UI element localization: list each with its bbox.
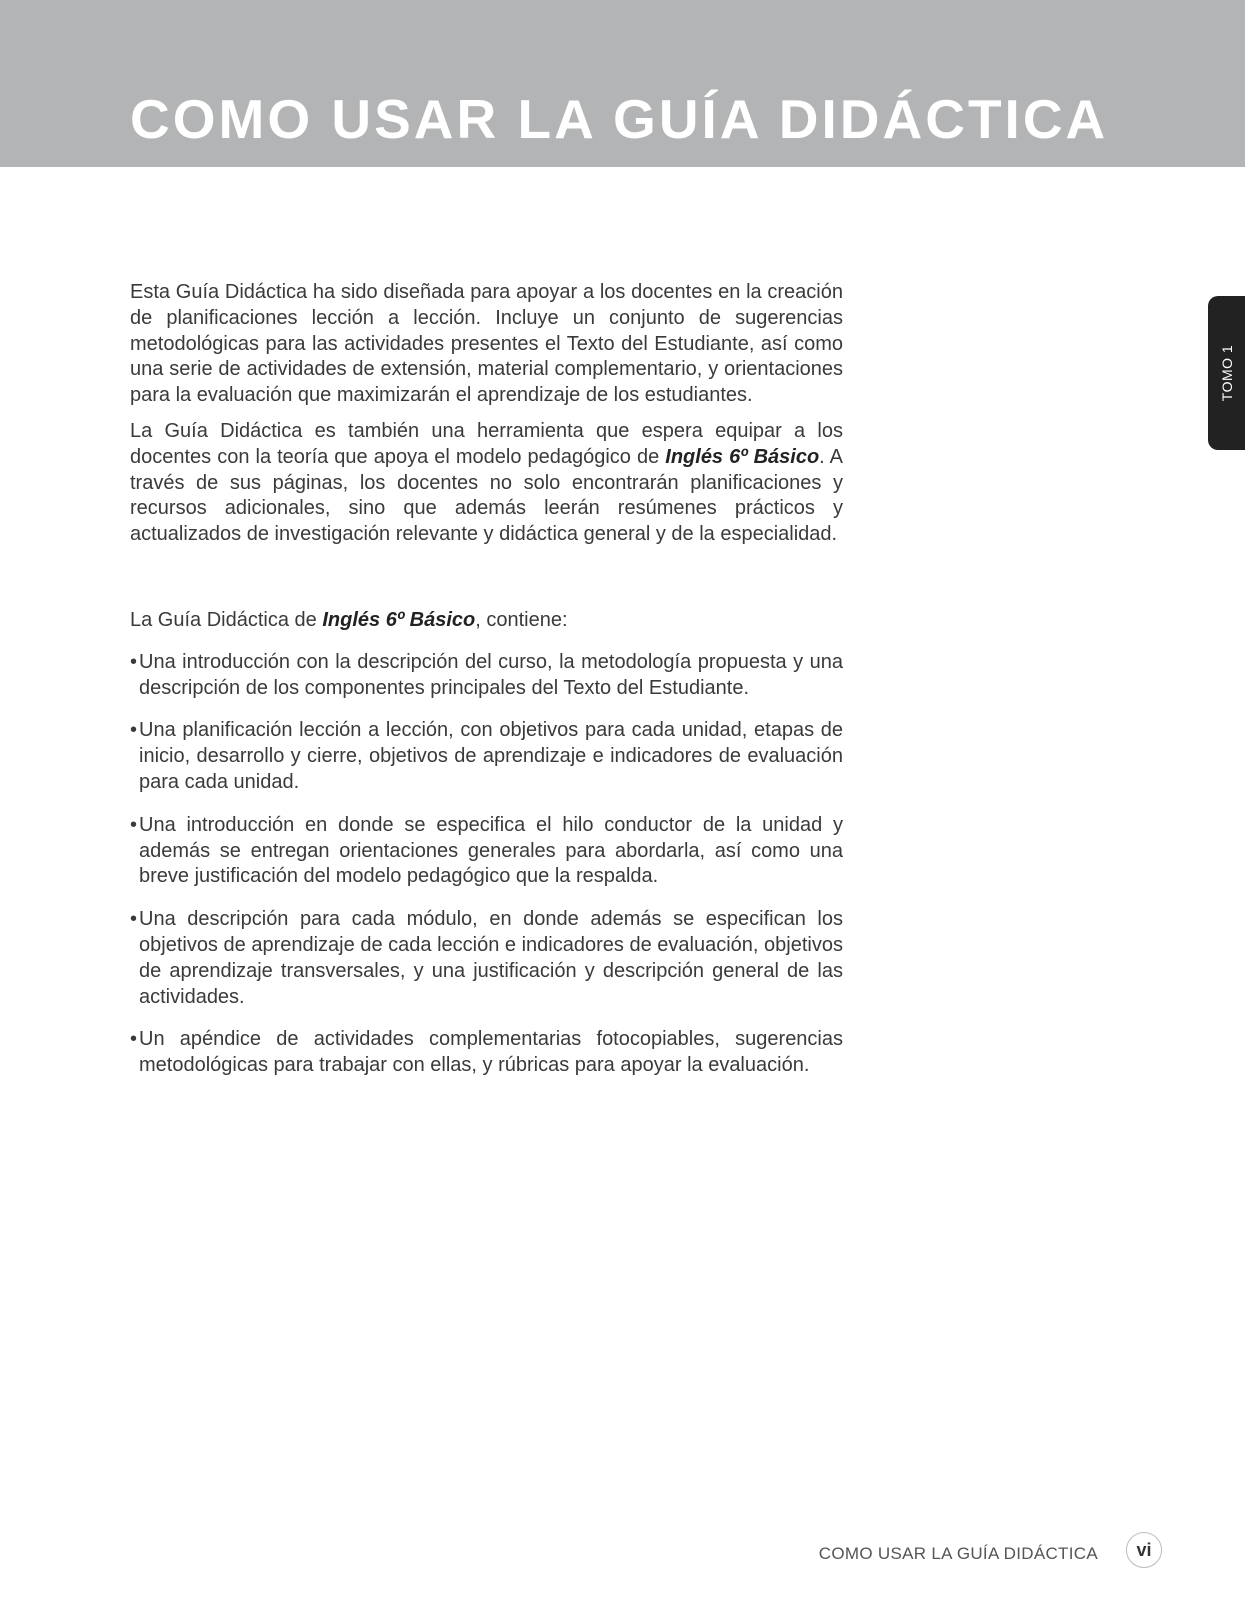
list-item — [130, 813, 843, 890]
list-item — [130, 907, 843, 1010]
list-item-text: Una introducción con la descripción del curso, la metodología propuesta y una descripción de los componentes principales del Texto del Estudiante. — [139, 650, 843, 699]
bullet-icon: • — [130, 719, 138, 742]
list-item-text: Una planificación lección a lección, con objetivos para cada unidad, etapas de inicio, desarrollo y cierre, objetivos de aprendizaje e indicadores de evaluación para cada unidad. — [139, 719, 843, 793]
side-tab — [1208, 296, 1245, 450]
contents-intro — [130, 608, 843, 634]
list-item-text: Un apéndice de actividades complementarias fotocopiables, sugerencias metodológicas para trabajar con ellas, y rúbricas para apoyar la evaluación. — [139, 1028, 843, 1077]
purpose-text-end: . A través de sus páginas, los docentes no solo encontrarán planificaciones y recursos adicionales, sino que además leerán resúmenes prácticos y actualizados de investigación relevante y didáctica general y de la especialidad. — [130, 445, 844, 546]
bullet-icon: • — [130, 650, 138, 673]
course-name: Inglés 6º Básico — [665, 445, 820, 468]
footer-running-title: COMO USAR LA GUÍA DIDÁCTICA — [818, 1544, 1098, 1563]
page-title: COMO USAR LA GUÍA DIDÁCTICA — [130, 88, 1109, 150]
bullet-icon: • — [130, 1028, 138, 1051]
contents-intro-start: La Guía Didáctica de — [130, 608, 323, 631]
bullet-icon: • — [130, 813, 138, 836]
page-number: vi — [1126, 1532, 1162, 1568]
header-band — [0, 0, 1245, 167]
bullet-icon: • — [130, 908, 138, 931]
list-item — [130, 1027, 843, 1079]
list-item — [130, 718, 843, 795]
list-item-text: Una descripción para cada módulo, en donde además se especifican los objetivos de aprendizaje de cada lección e indicadores de evaluación, objetivos de aprendizaje transversales, y una justificación y descripción general de las actividades. — [139, 908, 843, 1008]
purpose-text-start: La Guía Didáctica es también una herramienta que espera equipar a los docentes con la teoría que apoya el modelo pedagógico de — [130, 419, 843, 468]
side-tab-label: TOMO 1 — [1218, 344, 1235, 402]
contents-list — [130, 650, 843, 1079]
contents-intro-end: , contiene: — [475, 608, 568, 631]
course-name: Inglés 6º Básico — [322, 608, 476, 631]
purpose-paragraph — [130, 419, 843, 548]
intro-paragraph: Esta Guía Didáctica ha sido diseñada para apoyar a los docentes en la creación de planificaciones lección a lección. Incluye un conjunto de sugerencias metodológicas para las actividades presentes el Texto del Estudiante, así como una serie de actividades de extensión, material complementario, y orientaciones para la evaluación que maximizarán el aprendizaje de los estudiantes. — [130, 281, 843, 407]
main-content — [130, 280, 843, 1096]
list-item-text: Una introducción en donde se especifica el hilo conductor de la unidad y además se entregan orientaciones generales para abordarla, así como una breve justificación del modelo pedagógico que la respalda. — [139, 813, 843, 888]
list-item — [130, 650, 843, 702]
page-footer — [818, 1532, 1162, 1572]
